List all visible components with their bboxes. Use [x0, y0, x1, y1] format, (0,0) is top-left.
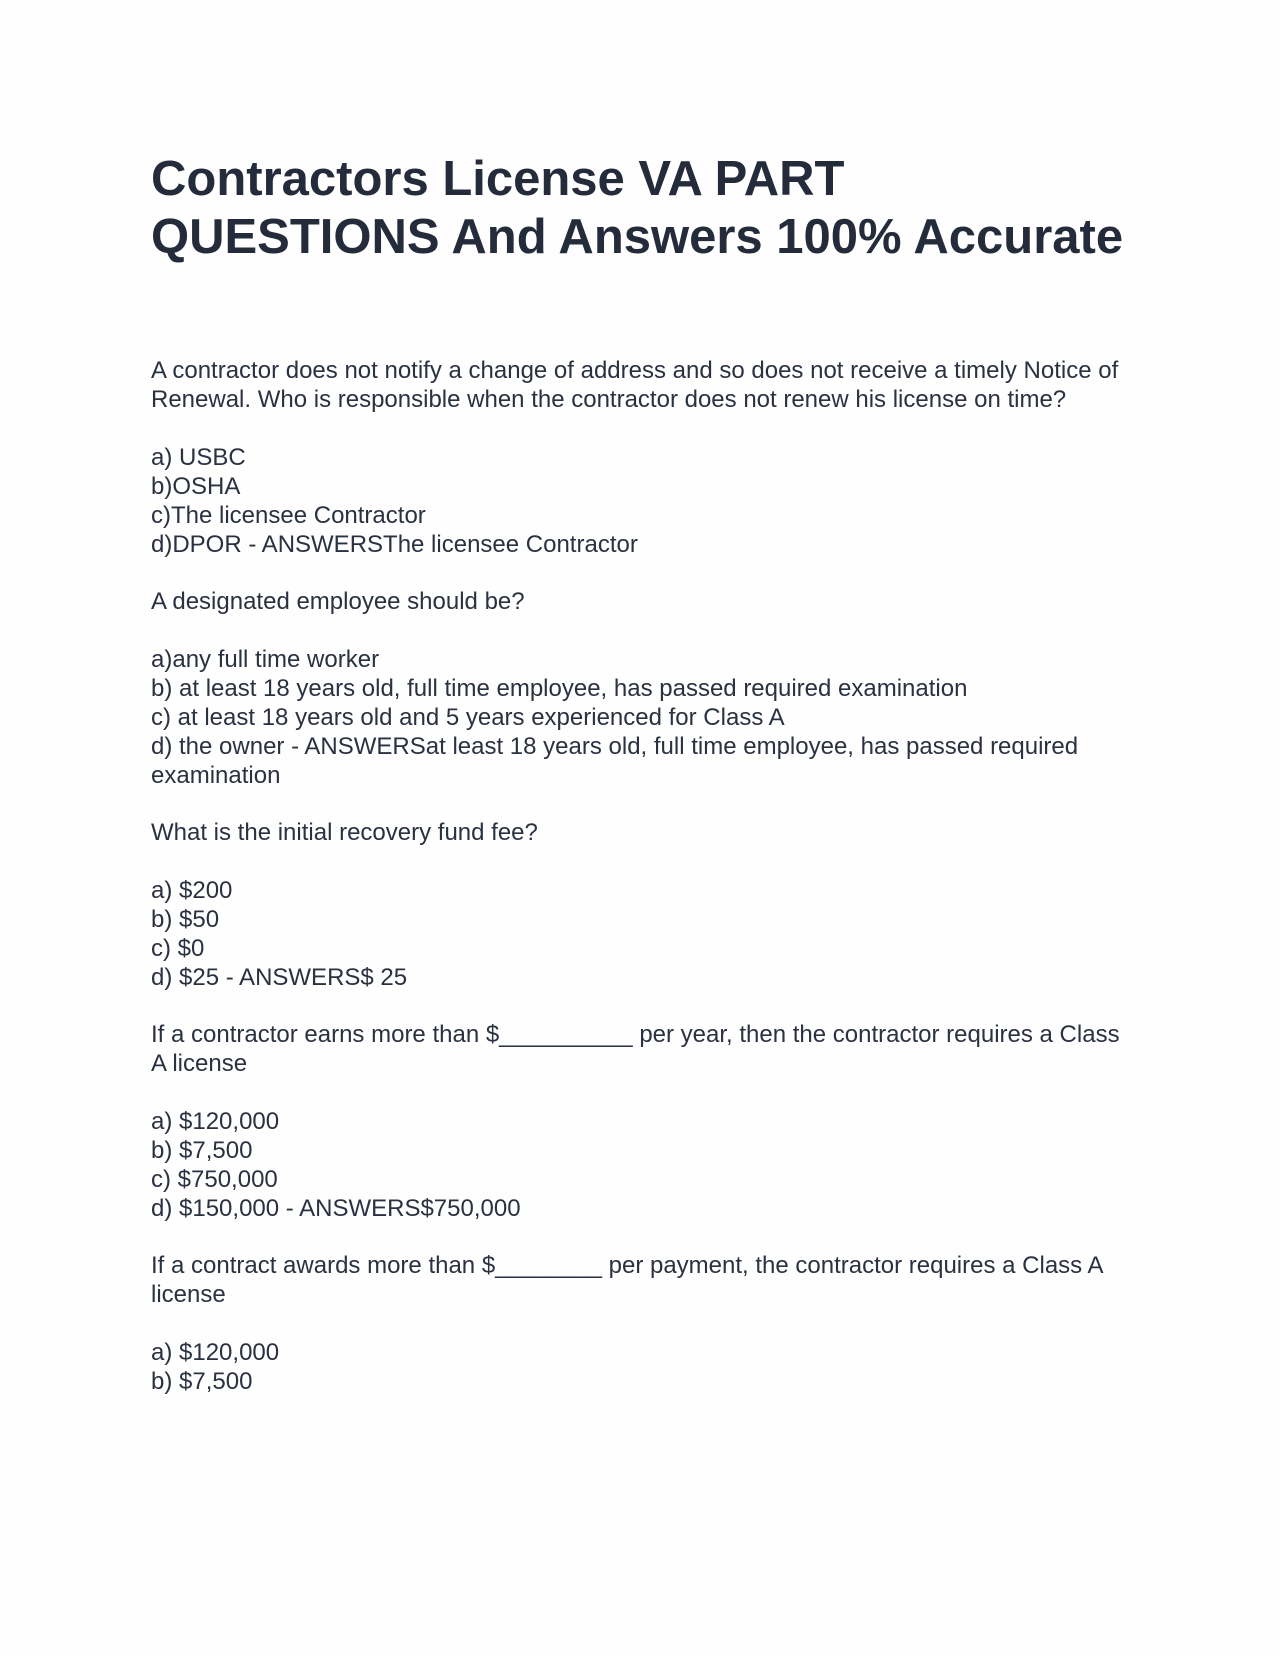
answer-option: c) at least 18 years old and 5 years experienced for Class A — [151, 704, 785, 731]
answer-option: a) USBC — [151, 444, 246, 471]
answer-option: b) $50 — [151, 906, 220, 933]
answer-option: b) $7,500 — [151, 1368, 253, 1395]
document-content — [151, 150, 1136, 1424]
answer-option: c) $750,000 — [151, 1166, 278, 1193]
answer-option: b)OSHA — [151, 473, 241, 500]
question-list — [151, 356, 1136, 1396]
document-title: Contractors License VA PART QUESTIONS And Answers 100% Accurate — [151, 152, 1124, 264]
question-text: If a contract awards more than $________ per payment, the contractor requires a Class A license — [151, 1252, 1109, 1308]
answer-option-with-answer: d) $150,000 - ANSWERS$750,000 — [151, 1195, 521, 1222]
answer-option-with-answer: d) $25 - ANSWERS$ 25 — [151, 964, 408, 991]
answer-option: a) $200 — [151, 877, 233, 904]
question-block-5 — [151, 1251, 1136, 1396]
answer-option-with-answer: d)DPOR - ANSWERSThe licensee Contractor — [151, 531, 638, 558]
question-block-1 — [151, 356, 1136, 559]
answer-option: b) $7,500 — [151, 1137, 253, 1164]
question-block-3 — [151, 818, 1136, 992]
question-text: What is the initial recovery fund fee? — [151, 819, 538, 846]
question-block-4 — [151, 1020, 1136, 1223]
answer-option: a)any full time worker — [151, 646, 380, 673]
question-text: If a contractor earns more than $__________ per year, then the contractor requires a Class A license — [151, 1021, 1125, 1077]
answer-option: c) $0 — [151, 935, 205, 962]
question-block-2 — [151, 587, 1136, 790]
answer-option-with-answer: d) the owner - ANSWERSat least 18 years old, full time employee, has passed required examination — [151, 733, 1085, 789]
question-text: A designated employee should be? — [151, 588, 525, 615]
answer-option: a) $120,000 — [151, 1108, 280, 1135]
question-text: A contractor does not notify a change of address and so does not receive a timely Notice of Renewal. Who is responsible when the contractor does not renew his license on time? — [151, 357, 1125, 413]
answer-option: a) $120,000 — [151, 1339, 280, 1366]
answer-option: c)The licensee Contractor — [151, 502, 426, 529]
answer-option: b) at least 18 years old, full time employee, has passed required examination — [151, 675, 968, 702]
